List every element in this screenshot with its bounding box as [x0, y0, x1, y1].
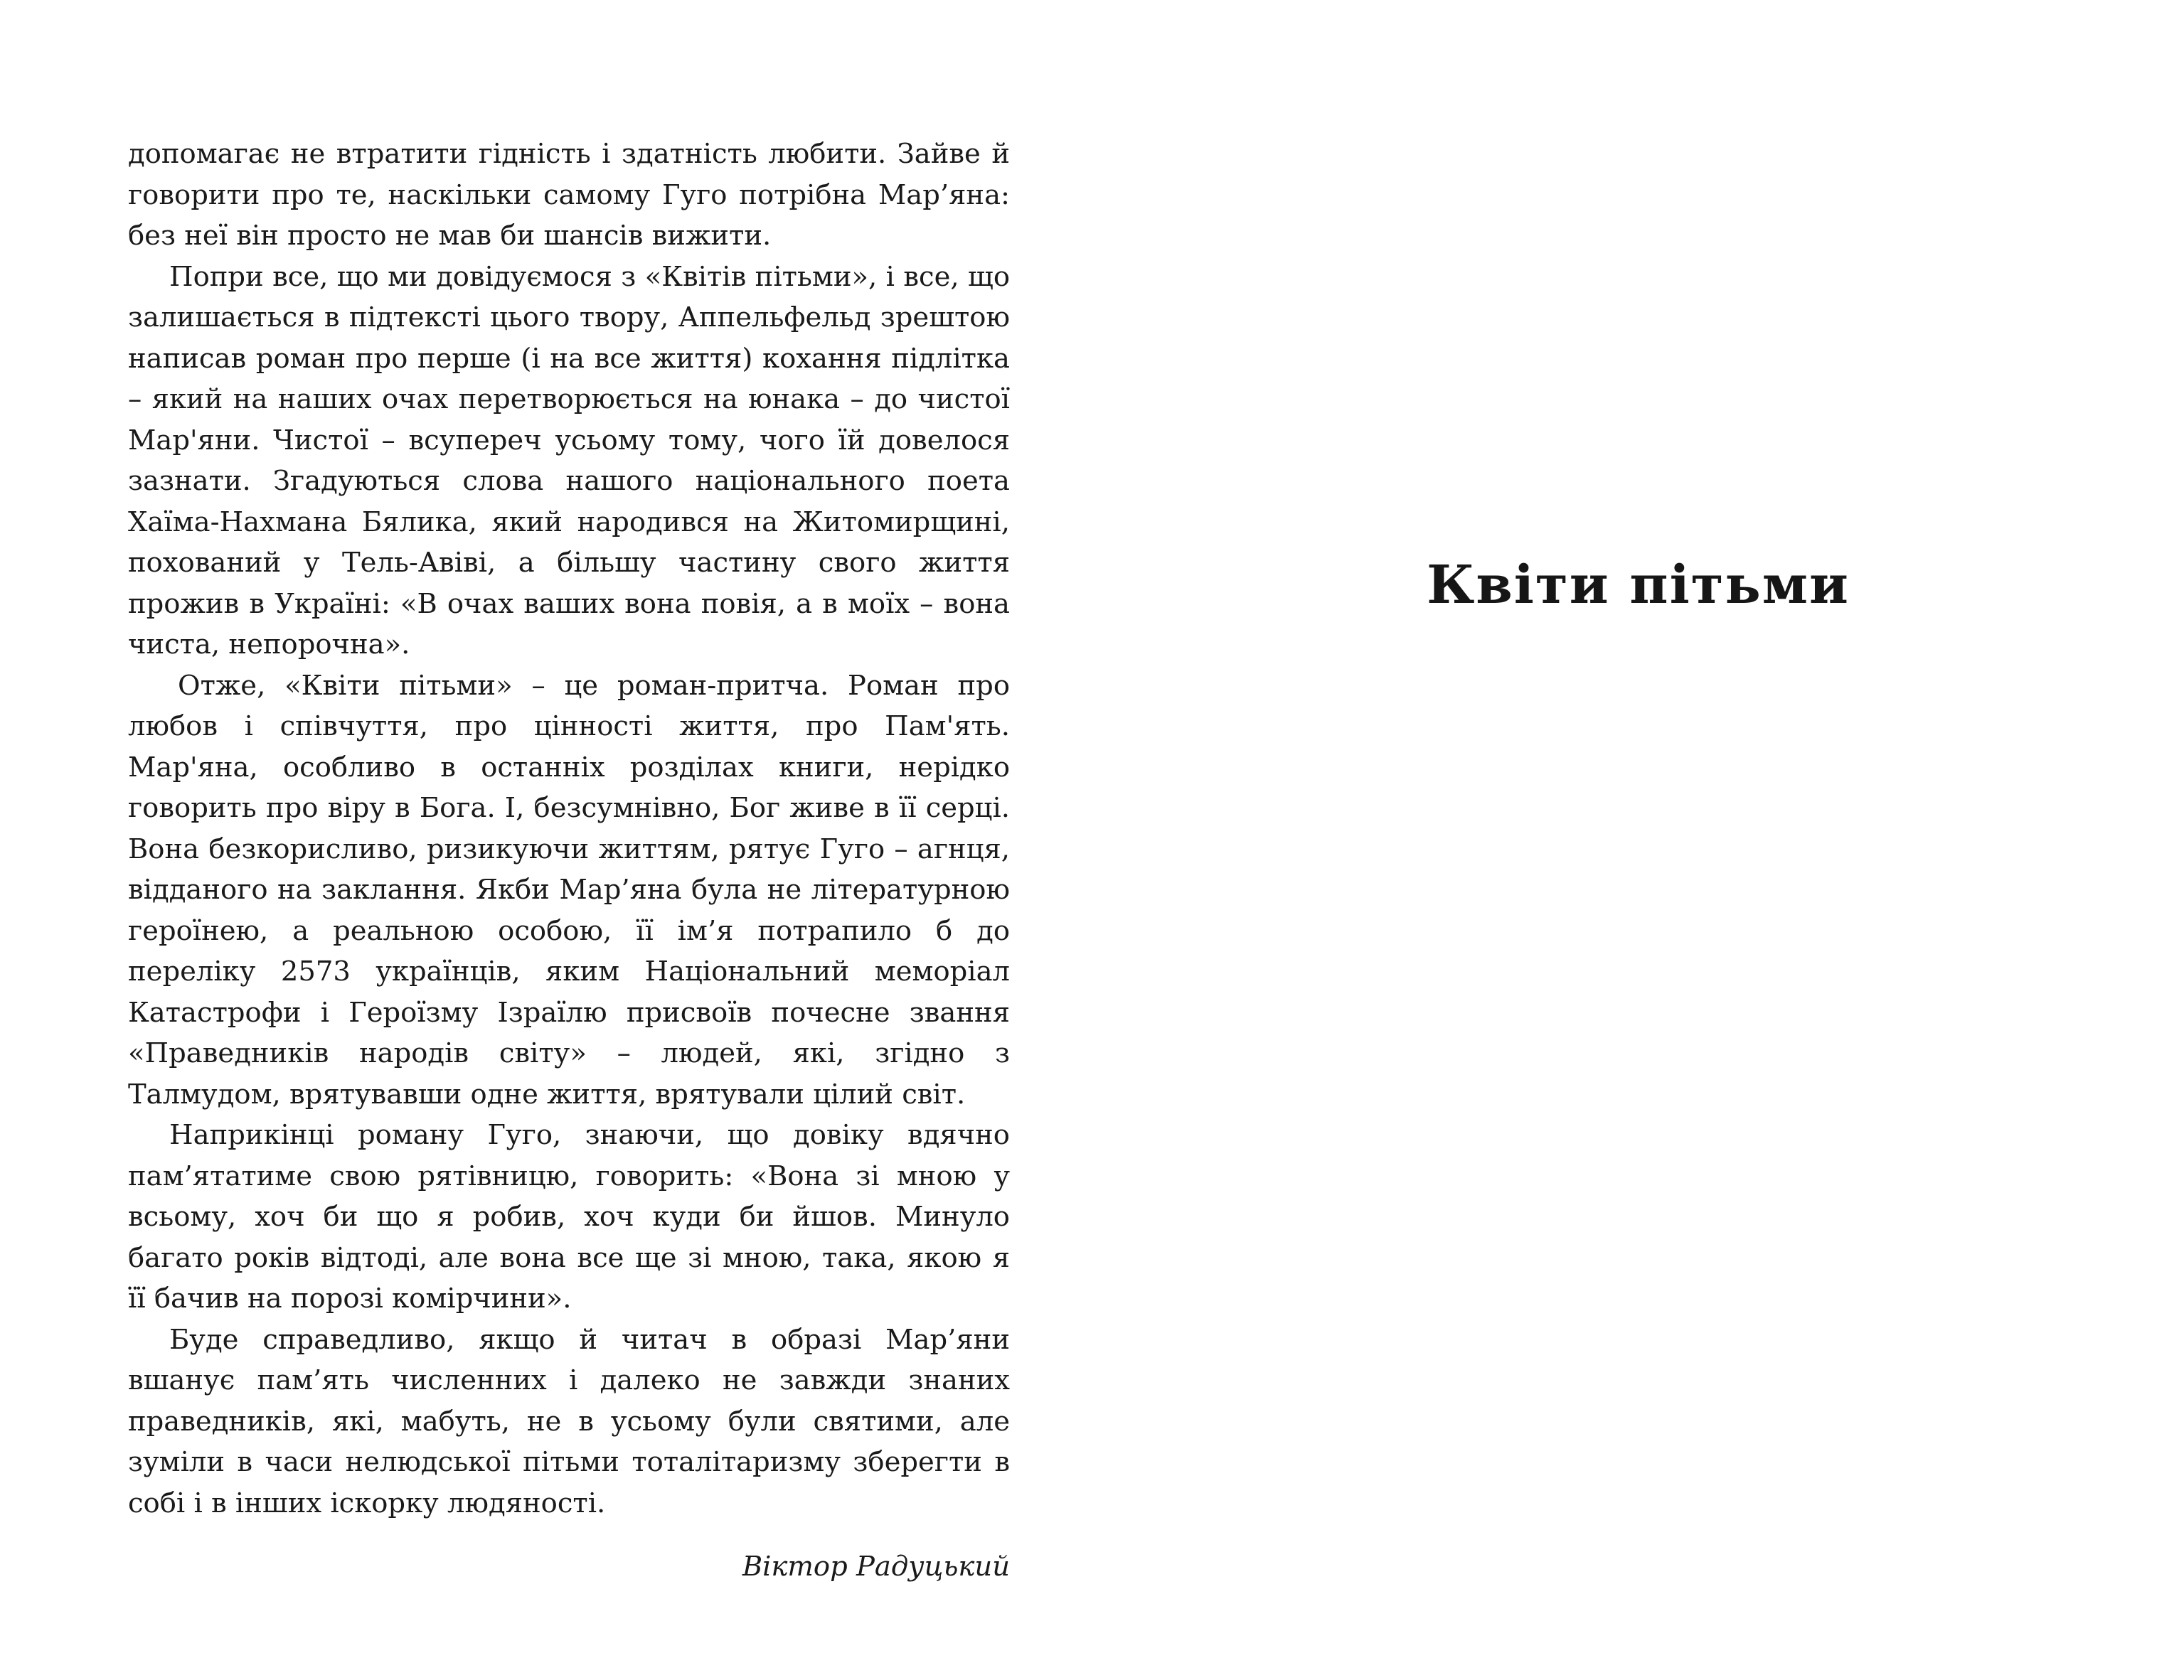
paragraph-3: Отже, «Квіти пітьми» – це роман-притча. Роман про любов і співчуття, про цінності життя, про Пам'ять. Мар'яна, особливо в останніх розділах книги, нерідко говорить про віру в Бога. І, безсумнівно, Бог живе в її серці. Вона безкорисливо, ризикуючи життям, рятує Гуго – агнця, відданого на заклання. Якби Мар’яна була не літературною героїнею, а реальною особою, її ім’я потрапило б до переліку 2573 українців, яким Національний меморіал Катастрофи і Героїзму Ізраїлю присвоїв почесне звання «Праведників народів світу» – людей, які, згідно з Талмудом, врятувавши одне життя, врятували цілий світ.	[128, 669, 1010, 1111]
paragraph-1: допомагає не втратити гідність і здатність любити. Зайве й говорити про те, наскільки самому Гуго потрібна Мар’яна: без неї він просто не мав би шансів вижити.	[128, 138, 1010, 252]
body-text	[128, 134, 1010, 1588]
book-title: Квіти пітьми	[1427, 555, 1850, 616]
paragraph-4: Наприкінці роману Гуго, знаючи, що довіку вдячно пам’ятатиме свою рятівницю, говорить: «Вона зі мною у всьому, хоч би що я робив, хоч куди би йшов. Минуло багато років відтоді, але вона все ще зі мною, така, якою я її бачив на порозі комірчини».	[128, 1119, 1010, 1315]
author-signature: Віктор Радуцький	[742, 1551, 1010, 1583]
right-page	[1092, 0, 2184, 1680]
paragraph-2: Попри все, що ми довідуємося з «Квітів пітьми», і все, що залишається в підтексті цього твору, Аппельфельд зрештою написав роман про перше (і на все життя) кохання підлітка – який на наших очах перетворюється на юнака – до чистої Мар'яни. Чистої – всупереч усьому тому, чого їй довелося зазнати. Згадуються слова нашого національного поета Хаїма-Нахмана Бялика, який народився на Житомирщині, похований у Тель-Авіві, а більшу частину свого життя прожив в Україні: «В очах ваших вона повія, а в моїх – вона чиста, непорочна».	[128, 260, 1010, 660]
paragraph-5: Буде справедливо, якщо й читач в образі Мар’яни вшанує пам’ять численних і далеко не завжди знаних праведників, які, мабуть, не в усьому були святими, але зуміли в часи нелюдської пітьми тоталітаризму зберегти в собі і в інших іскорку людяності.	[128, 1323, 1010, 1519]
